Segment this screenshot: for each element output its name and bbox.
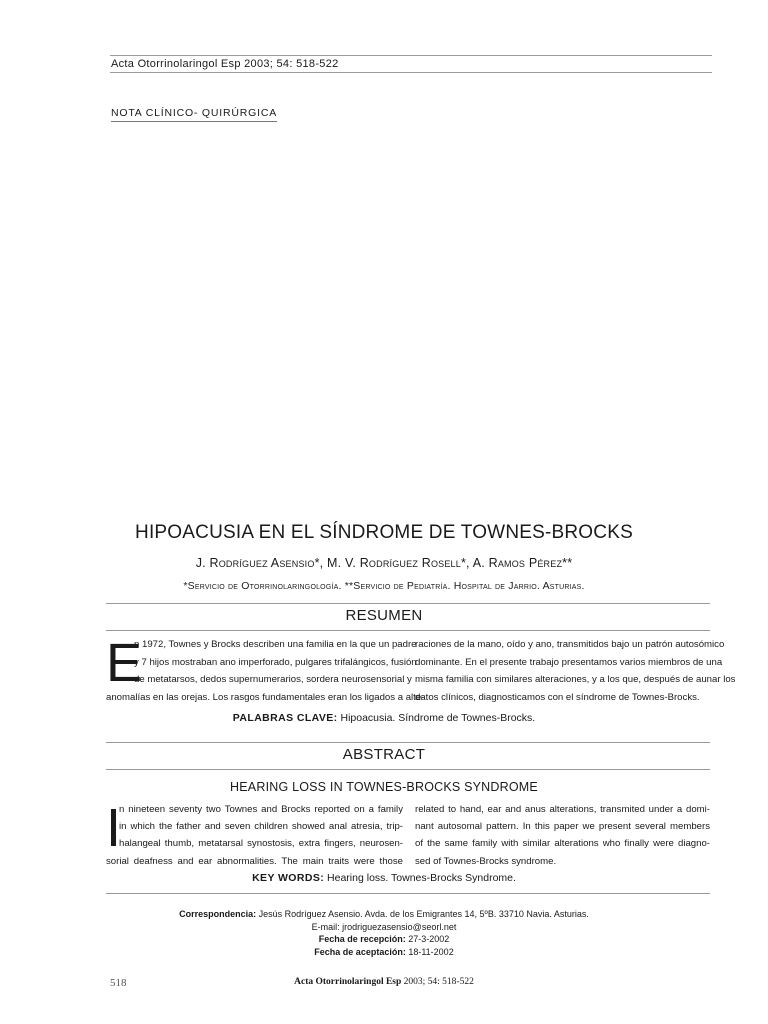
abstract-right-line: sed of Townes-Brocks syndrome.	[415, 855, 557, 867]
abstract-top-rule	[106, 742, 710, 743]
correspondence-email: E-mail: jrodriguezasensio@seorl.net	[311, 921, 457, 932]
author-2: M. V. Rodríguez Rosell*,	[327, 556, 473, 570]
abstract-subtitle: HEARING LOSS IN TOWNES-BROCKS SYNDROME	[230, 780, 538, 794]
resumen-left-line: y 7 hijos mostraban ano imperforado, pulgares trifalángicos, fusión	[134, 656, 417, 668]
resumen-left-line: anomalías en las orejas. Los rasgos fundamentales eran los ligados a alte-	[106, 691, 425, 703]
section-label: NOTA CLÍNICO- QUIRÚRGICA	[111, 107, 277, 122]
abstract-keywords	[0, 872, 768, 884]
page-number: 518	[110, 977, 127, 989]
abstract-right-line: nant autosomal pattern. In this paper we present several members	[415, 821, 710, 833]
top-rule	[110, 55, 712, 56]
article-title: HIPOACUSIA EN EL SÍNDROME DE TOWNES-BROCKS	[135, 522, 633, 543]
header-rule	[110, 72, 712, 73]
resumen-bottom-rule	[106, 630, 710, 631]
received-date: Fecha de recepción: 27-3-2002	[318, 934, 450, 944]
author-3: A. Ramos Pérez**	[472, 556, 573, 570]
abstract-right-column	[415, 801, 710, 870]
abstract-left-line: in which the father and seven children showed anal atresia, trip-	[119, 821, 403, 833]
author-list	[0, 556, 768, 570]
resumen-keywords	[0, 712, 768, 724]
accepted-date: Fecha de aceptación: 18-11-2002	[314, 946, 454, 957]
abstract-end-rule	[106, 893, 710, 894]
abstract-left-line: sorial deafness and ear abnormalities. The main traits were those	[106, 855, 403, 867]
abstract-left-line: halangeal thumb, metatarsal synostosis, extra fingers, neurosen-	[119, 838, 403, 850]
resumen-right-line: raciones de la mano, oído y ano, transmitidos bajo un patrón autosómico	[415, 639, 725, 650]
resumen-right-line: misma familia con similares alteraciones, y a los que, después de aunar los	[415, 674, 736, 685]
abstract-left-column	[106, 798, 403, 870]
abstract-left-line: n nineteen seventy two Townes and Brocks reported on a family	[119, 804, 403, 815]
resumen-left-line: de metatarsos, dedos supernumerarios, sordera neurosensorial y	[134, 674, 412, 685]
keywords-text: Hipoacusia. Síndrome de Townes-Brocks.	[337, 712, 536, 724]
keywords-label: PALABRAS CLAVE:	[232, 712, 338, 724]
correspondence-line: Correspondencia: Jesús Rodríguez Asensio. Avda. de los Emigrantes 14, 5ºB. 33710 Navia. Asturias.	[179, 909, 589, 919]
keywords-text: Hearing loss. Townes-Brocks Syndrome.	[324, 872, 516, 884]
correspondence-block	[0, 908, 768, 958]
resumen-left-column	[106, 633, 425, 706]
keywords-label: KEY WORDS:	[252, 872, 325, 884]
abstract-right-line: related to hand, ear and anus alterations, transmited under a domi-	[415, 804, 710, 815]
resumen-right-column	[415, 636, 736, 706]
abstract-heading: ABSTRACT	[342, 746, 426, 763]
author-1: J. Rodríguez Asensio*,	[195, 556, 327, 570]
resumen-left-line: n 1972, Townes y Brocks describen una familia en la que un padre	[134, 639, 417, 650]
resumen-heading: RESUMEN	[345, 607, 423, 624]
resumen-right-line: datos clínicos, diagnosticamos con el síndrome de Townes-Brocks.	[415, 691, 700, 703]
resumen-dropcap: E	[106, 633, 143, 693]
journal-reference: Acta Otorrinolaringol Esp 2003; 54: 518-522	[111, 58, 339, 70]
abstract-bottom-rule	[106, 769, 710, 770]
resumen-top-rule	[106, 603, 710, 604]
footer-journal-reference: Acta Otorrinolaringol Esp 2003; 54: 518-522	[294, 977, 474, 987]
abstract-right-line: of the same family with similar alterations who finally were diagno-	[415, 838, 710, 850]
affiliation: *Servicio de Otorrinolaringología. **Servicio de Pediatría. Hospital de Jarrio. Asturias.	[183, 580, 585, 592]
abstract-dropcap: I	[106, 798, 122, 858]
resumen-right-line: dominante. En el presente trabajo presentamos varios miembros de una	[415, 656, 723, 668]
